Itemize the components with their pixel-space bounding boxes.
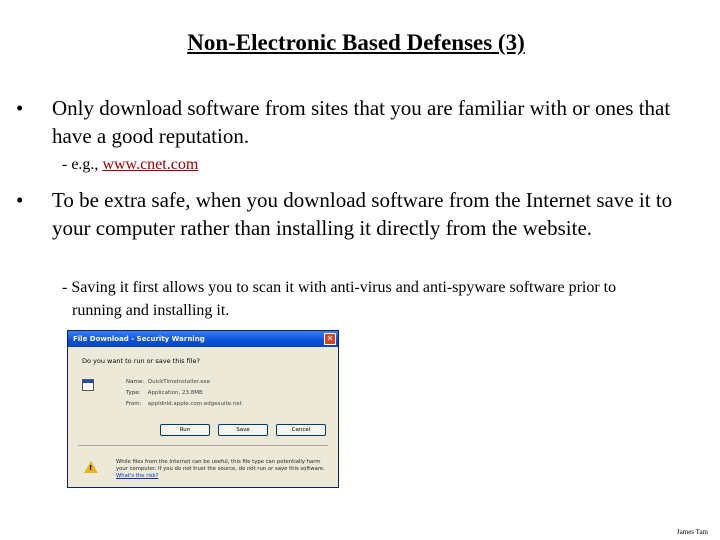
file-from-row: [126, 401, 242, 407]
warning-icon: !: [84, 461, 98, 473]
dialog-title: File Download - Security Warning: [73, 335, 205, 343]
bullet-marker: •: [16, 188, 24, 212]
cnet-link[interactable]: www.cnet.com: [102, 156, 199, 173]
dialog-separator: [78, 445, 328, 446]
name-label: Name:: [126, 379, 145, 385]
save-button[interactable]: Save: [218, 424, 268, 436]
close-icon[interactable]: ✕: [324, 333, 336, 345]
dialog-question: Do you want to run or save this file?: [82, 357, 200, 365]
file-name-row: [126, 379, 210, 385]
file-download-dialog: [67, 330, 339, 488]
from-label: From:: [126, 401, 142, 407]
bullet-marker: •: [16, 96, 24, 120]
sub-bullet-2-text: - Saving it first allows you to scan it with anti-virus and anti-spyware software prior to running and installing it.: [62, 279, 617, 319]
warning-message: [116, 459, 326, 480]
from-value: appldnld.apple.com.edgesuite.net: [147, 401, 242, 407]
bullet-2-text: To be extra safe, when you download software from the Internet save it to your computer rather than installing it directly from the website.: [52, 188, 673, 240]
bullet-2: [16, 186, 694, 242]
type-label: Type:: [126, 390, 141, 396]
name-value: QuickTimeInstaller.exe: [147, 379, 210, 385]
run-button[interactable]: Run: [160, 424, 210, 436]
type-value: Application, 23.8MB: [147, 390, 203, 396]
author-footer: James Tam: [676, 528, 708, 536]
application-icon: [82, 379, 94, 391]
bullet-1: [16, 94, 694, 150]
bullet-1-text: Only download software from sites that you are familiar with or ones that have a good reputation.: [52, 96, 671, 148]
slide-title: Non-Electronic Based Defenses (3): [187, 30, 525, 55]
warning-text: While files from the Internet can be useful, this file type can potentially harm your computer. If you do not trust the source, do not run or save this software.: [116, 459, 325, 472]
sub-bullet-1-prefix: - e.g.,: [62, 156, 103, 173]
file-type-row: [126, 390, 203, 396]
sub-bullet-1: [62, 153, 662, 176]
sub-bullet-2: [62, 276, 662, 322]
cancel-button[interactable]: Cancel: [276, 424, 326, 436]
risk-link[interactable]: What's the risk?: [116, 473, 159, 479]
dialog-titlebar[interactable]: [68, 331, 338, 347]
